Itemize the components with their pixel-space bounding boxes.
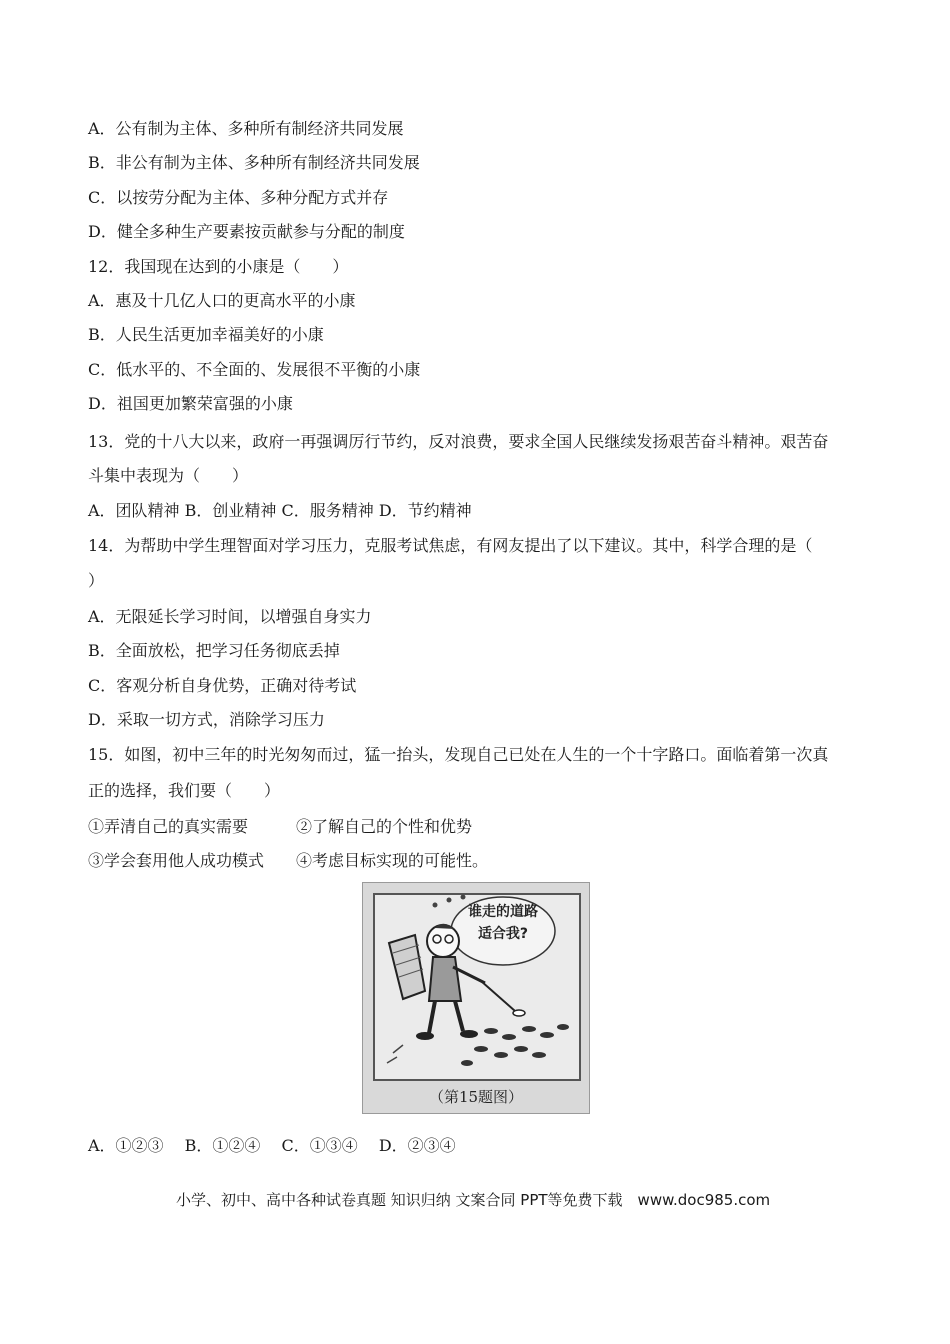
q11-option-a: A．公有制为主体、多种所有制经济共同发展	[88, 119, 404, 138]
q11-option-c: C．以按劳分配为主体、多种分配方式并存	[88, 188, 389, 207]
q12-option-b: B．人民生活更加幸福美好的小康	[88, 325, 324, 344]
q15-statements-3-4: ③学会套用他人成功模式 ④考虑目标实现的可能性。	[88, 851, 489, 870]
q13-options: A．团队精神 B．创业精神 C．服务精神 D．节约精神	[88, 501, 472, 520]
q15-statements-1-2: ①弄清自己的真实需要 ②了解自己的个性和优势	[88, 817, 473, 836]
q13-stem-line2: 斗集中表现为（ ）	[88, 466, 249, 485]
q12-option-d: D．祖国更加繁荣富强的小康	[88, 394, 293, 413]
q13-stem-line1: 13．党的十八大以来，政府一再强调厉行节约，反对浪费，要求全国人民继续发扬艰苦奋斗精神。艰苦奋	[88, 432, 829, 451]
bubble-text-line1: 谁走的道路	[468, 904, 538, 920]
q12-option-c: C．低水平的、不全面的、发展很不平衡的小康	[88, 360, 421, 379]
q11-option-d: D．健全多种生产要素按贡献参与分配的制度	[88, 222, 405, 241]
q11-option-b: B．非公有制为主体、多种所有制经济共同发展	[88, 153, 420, 172]
figure-caption: （第15题图）	[428, 1088, 524, 1106]
q15-stem-line1: 15．如图，初中三年的时光匆匆而过，猛一抬头，发现自己已处在人生的一个十字路口。面临着第一次真	[88, 745, 829, 764]
q14-option-d: D．采取一切方式，消除学习压力	[88, 710, 325, 729]
q14-option-a: A．无限延长学习时间，以增强自身实力	[88, 607, 372, 626]
q12-stem: 12．我国现在达到的小康是（ ）	[88, 257, 349, 276]
q14-option-c: C．客观分析自身优势，正确对待考试	[88, 676, 357, 695]
page-footer: 小学、初中、高中各种试卷真题 知识归纳 文案合同 PPT等免费下载 www.doc985.com	[176, 1191, 771, 1209]
q14-stem-line2: ）	[88, 571, 105, 590]
bubble-text-line2: 适合我?	[477, 926, 529, 942]
q15-options: A．①②③ B．①②④ C．①③④ D．②③④	[88, 1136, 456, 1155]
q12-option-a: A．惠及十几亿人口的更高水平的小康	[88, 291, 356, 310]
q15-stem-line2: 正的选择，我们要（ ）	[88, 781, 281, 800]
q14-option-b: B．全面放松，把学习任务彻底丢掉	[88, 641, 340, 660]
q14-stem-line1: 14．为帮助中学生理智面对学习压力，克服考试焦虑，有网友提出了以下建议。其中，科学合理的是（	[88, 536, 813, 555]
cartoon-speech-bubble	[458, 901, 548, 959]
q15-cartoon-figure	[362, 882, 590, 1114]
